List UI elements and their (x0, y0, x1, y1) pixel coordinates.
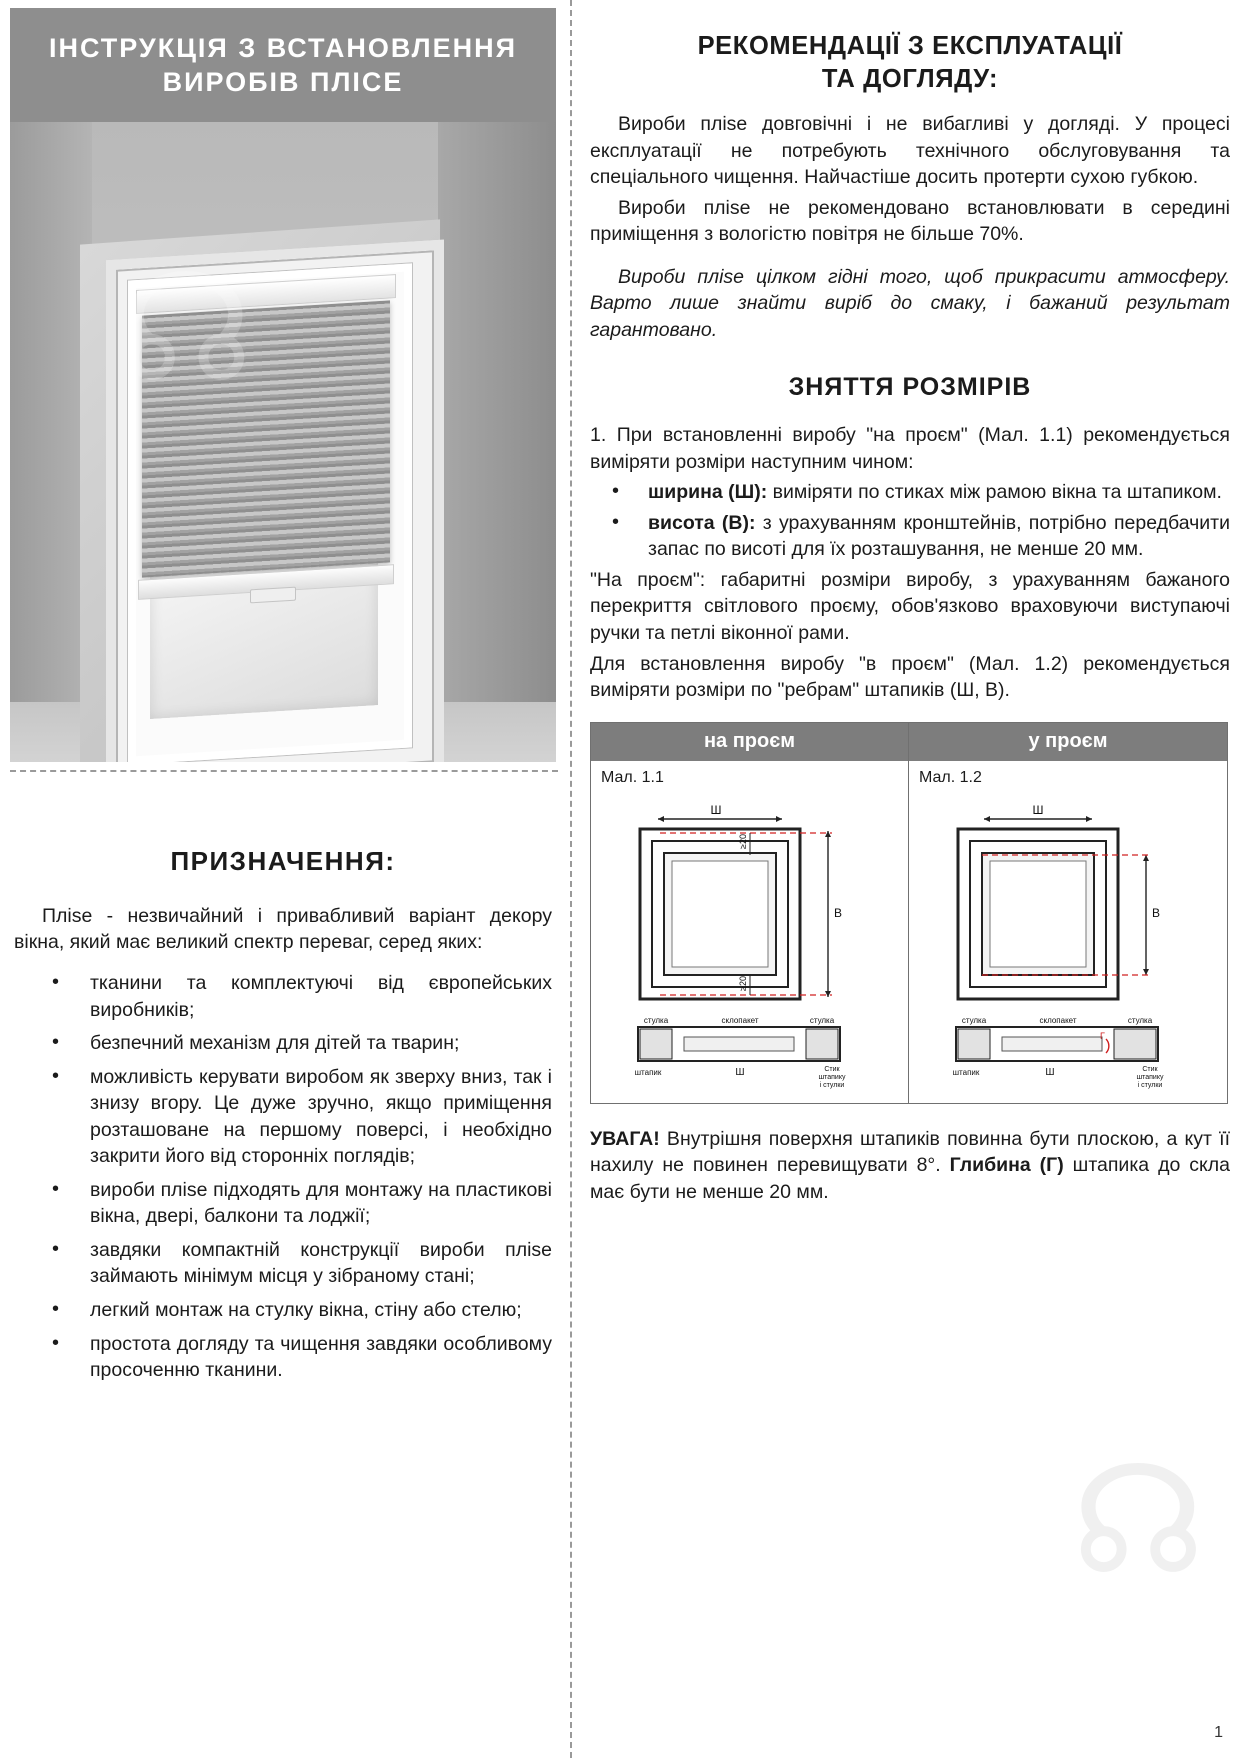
diagram-cell-on-opening (591, 723, 909, 1103)
left-column (10, 8, 556, 1748)
svg-text:Стик: Стик (1142, 1065, 1158, 1073)
purpose-intro: Пліse - незвичайний і привабливий варіант декору вікна, який має великий спектр переваг, серед яких: (14, 904, 552, 954)
document-title-band (10, 8, 556, 122)
care-paragraph-1: Вироби пліse довговічні і не вибагливі у догляді. У процесі експлуатації не потребують технічного обслуговування та спеціального чищення. Найчастіше досить протерти сухою губкою. (590, 113, 1230, 189)
width-label: ширина (Ш): (648, 481, 768, 504)
diagram-caption-1: Мал. 1.1 (601, 768, 664, 786)
horizontal-divider (10, 770, 558, 772)
measurement-paragraph-3: Для встановлення виробу "в проєм" (Мал. 1.2) рекомендується виміряти розміри по "ребрам" штапиків (Ш, В). (590, 652, 1230, 702)
photo-blind-handle (250, 586, 296, 603)
list-item: • легкий монтаж на стулку вікна, стіну або стелю; (10, 1297, 552, 1324)
svg-text:≥20: ≥20 (737, 833, 748, 849)
height-label: висота (В): (648, 511, 756, 534)
svg-text:і стулки: і стулки (1137, 1081, 1163, 1089)
diagram-header-in-opening: у проєм (909, 723, 1227, 761)
diagram-cell-in-opening (909, 723, 1227, 1103)
warning-part-1: Внутрішня поверхня штапиків повинна бути плоскою, а кут її нахилу не повинен перевищувати 8°. (590, 1127, 1230, 1177)
care-heading-line-2: ТА ДОГЛЯДУ: (821, 64, 999, 93)
svg-text:штапику: штапику (818, 1073, 845, 1081)
right-column (590, 30, 1230, 1226)
list-item: • можливість керувати виробом як зверху вниз, так і знизу вгору. Це дуже зручно, якщо приміщення розташоване на першому поверсі, і необхідно закрити його від сторонніх поглядів; (10, 1064, 552, 1170)
care-paragraph-3: Вироби пліse цілком гідні того, щоб прикрасити атмосферу. Варто лише знайти виріб до смаку, і бажаний результат гарантовано. (590, 265, 1230, 341)
svg-text:штапик: штапик (634, 1067, 661, 1077)
diagram-body-on-opening (591, 761, 908, 1103)
svg-text:Ш: Ш (710, 802, 721, 817)
warning-part-2: штапика до скла має бути не менше 20 мм. (590, 1154, 1230, 1204)
list-item: • завдяки компактній конструкції вироби пліse займають мінімум місця у зібраному стані; (10, 1237, 552, 1290)
window-diagram-1 (600, 789, 900, 1089)
height-desc: з урахуванням кронштейнів, потрібно передбачити запас по висоті для їх розташування, не менше 20 мм. (648, 511, 1230, 561)
width-desc: виміряти по стиках між рамою вікна та штапиком. (767, 481, 1222, 504)
svg-text:В: В (833, 905, 842, 920)
care-paragraph-2: Вироби пліse не рекомендовано встановлювати в середині приміщення з вологістю повітря не більше 70%. (590, 196, 1230, 246)
list-item: • тканини та комплектуючі від європейських виробників; (10, 970, 552, 1023)
svg-text:стулка: стулка (809, 1015, 834, 1025)
svg-text:Ш: Ш (1032, 802, 1044, 817)
list-item (590, 479, 1230, 506)
warning-label: УВАГА! (590, 1127, 660, 1150)
purpose-heading: ПРИЗНАЧЕННЯ: (170, 845, 396, 876)
svg-text:Стик: Стик (823, 1065, 840, 1073)
list-item: • вироби пліse підходять для монтажу на пластикові вікна, двері, балкони та лоджії; (10, 1177, 552, 1230)
svg-text:≥20: ≥20 (737, 975, 748, 991)
measurement-bullet-list (590, 479, 1230, 563)
svg-text:штапик: штапик (952, 1067, 980, 1077)
watermark-icon-right: ☊ (1071, 1434, 1205, 1608)
diagram-caption-2: Мал. 1.2 (919, 768, 982, 786)
svg-text:штапику: штапику (1136, 1073, 1164, 1081)
measurement-paragraph-2: "На проєм": габаритні розміри виробу, з урахуванням бажаного перекриття світлового проєму, обов'язково враховуючи виступаючі ручки та петлі віконної рами. (590, 568, 1230, 644)
svg-text:склопакет: склопакет (720, 1015, 759, 1025)
depth-label: Глибина (Г) (949, 1154, 1064, 1177)
measurement-heading: ЗНЯТТЯ РОЗМІРІВ (788, 373, 1032, 402)
svg-text:стулка: стулка (643, 1015, 668, 1025)
list-item: • простота догляду та чищення завдяки особливому просоченню тканини. (10, 1331, 552, 1384)
care-heading (590, 30, 1230, 95)
purpose-bullet-list (10, 970, 556, 1383)
diagram-header-on-opening: на проєм (591, 723, 908, 761)
warning-text (590, 1126, 1230, 1207)
diagram-table (590, 722, 1228, 1104)
title-line-2: ВИРОБІВ ПЛІСЕ (162, 66, 404, 97)
diagram-body-in-opening (909, 761, 1227, 1103)
measurement-intro: 1. При встановленні виробу "на проєм" (Мал. 1.1) рекомендується виміряти розміри наступним чином: (590, 424, 1230, 473)
window-diagram-2 (918, 789, 1218, 1089)
list-item: • безпечний механізм для дітей та тварин; (10, 1030, 552, 1057)
svg-text:В: В (1151, 905, 1161, 920)
product-photo (10, 122, 556, 762)
svg-text:Г: Г (1100, 1030, 1105, 1041)
care-heading-line-1: РЕКОМЕНДАЦІЇ З ЕКСПЛУАТАЦІЇ (697, 32, 1123, 60)
svg-text:і стулки: і стулки (819, 1081, 844, 1089)
svg-text:стулка: стулка (961, 1015, 987, 1025)
vertical-divider (570, 0, 572, 1758)
watermark-icon: ☊ (120, 241, 254, 416)
svg-text:Ш: Ш (734, 1066, 745, 1078)
photo-wall-right (438, 122, 556, 762)
svg-text:склопакет: склопакет (1039, 1015, 1077, 1025)
page-number: 1 (1214, 1724, 1223, 1741)
title-line-1: ІНСТРУКЦІЯ З ВСТАНОВЛЕННЯ (48, 33, 518, 63)
svg-text:стулка: стулка (1127, 1015, 1153, 1025)
svg-text:Ш: Ш (1045, 1066, 1055, 1078)
list-item (590, 510, 1230, 563)
